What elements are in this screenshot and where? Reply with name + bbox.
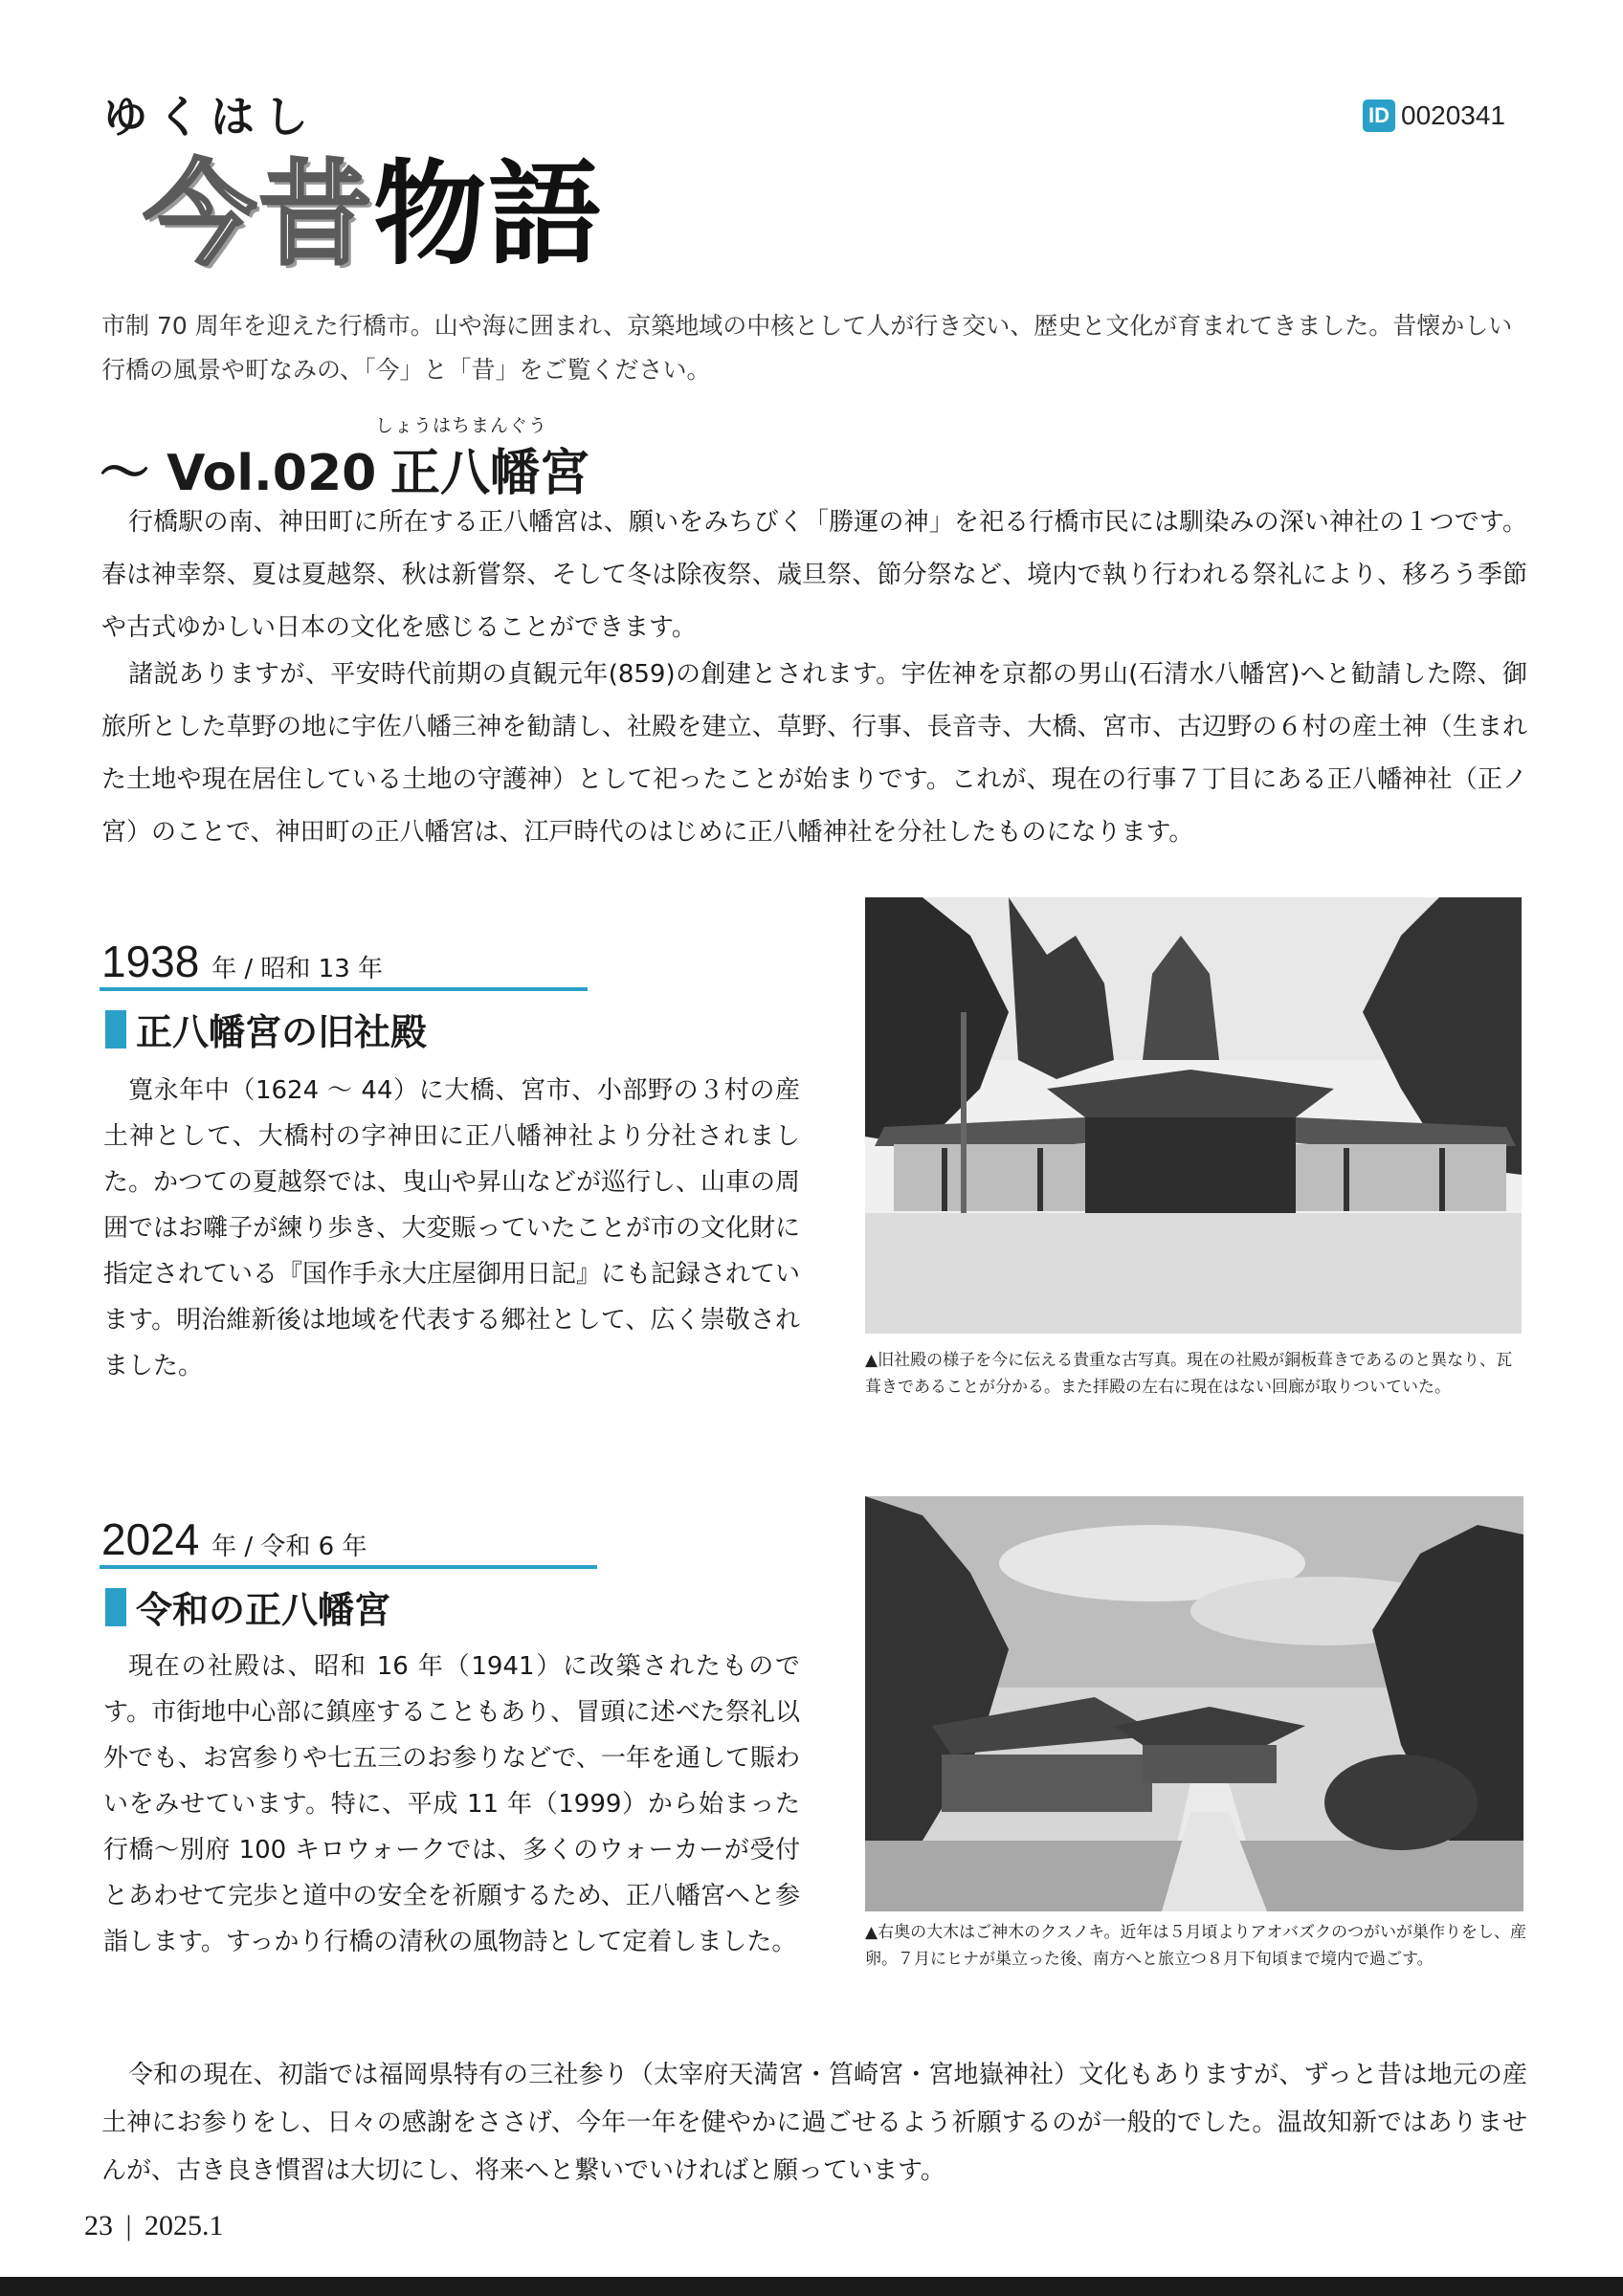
year-number: 2024 [101, 1514, 200, 1564]
current-shrine-photo-icon [865, 1496, 1523, 1911]
id-badge-icon: ID [1363, 99, 1395, 132]
title-ima-mukashi: 今昔 [144, 147, 374, 280]
vol-label: ～ Vol.020 [100, 445, 377, 502]
section-divider [100, 987, 588, 991]
section-divider [100, 1565, 597, 1569]
photo-old-shrine [865, 897, 1522, 1334]
id-number: 0020341 [1401, 100, 1506, 130]
year-suffix: 年 / 昭和 13 年 [211, 955, 384, 983]
section-1938-heading [105, 1003, 427, 1055]
title-monogatari: 物語 [373, 147, 604, 280]
closing-paragraph: 令和の現在、初詣では福岡県特有の三社参り（太宰府天満宮・筥崎宮・宮地嶽神社）文化もありますが、ずっと昔は地元の産土神にお参りをし、日々の感謝をささげ、今年一年を健やかに過ごせるよう祈願するのが一般的でした。温故知新ではありませんが、古き良き慣習は大切にし、将来へと繋いでいければと願っています。 [101, 2061, 1527, 2185]
section-2024-year [101, 1513, 367, 1565]
year-number: 1938 [101, 937, 200, 986]
vol-title: 正八幡宮 [390, 445, 590, 502]
vol-title-ruby: しょうはちまんぐう [375, 415, 548, 436]
page-footer [84, 2210, 224, 2242]
body-paragraph-1: 行橋駅の南、神田町に所在する正八幡宮は、願いをみちびく「勝運の神」を祀る行橋市民には馴染みの深い神社の１つです。春は神幸祭、夏は夏越祭、秋は新嘗祭、そして冬は除夜祭、歳旦祭、節分祭など、境内で執り行われる祭礼により、移ろう季節や古式ゆかしい日本の文化を感じることができます。 [101, 508, 1527, 642]
issue-date: 2025.1 [145, 2210, 224, 2241]
heading-text: 令和の正八幡宮 [136, 1589, 391, 1631]
header-kana-title: ゆくはし [103, 91, 318, 143]
section-1938-text: 寛永年中（1624 ～ 44）に大橋、宮市、小部野の３村の産土神として、大橋村の字神田に正八幡神社より分社されました。かつての夏越祭では、曳山や昇山などが巡行し、山車の周囲ではお囃子が練り歩き、大変賑っていたことが市の文化財に指定されている『国作手永大庄屋御用日記』にも記録されています。明治維新後は地域を代表する郷社として、広く崇敬されました。 [103, 1076, 801, 1380]
intro-text: 市制 70 周年を迎えた行橋市。山や海に囲まれ、京築地域の中核として人が行き交い、歴史と文化が育まれてきました。昔懐かしい行橋の風景や町なみの、「今」と「昔」をご覧ください。 [101, 312, 1513, 384]
caption-old-shrine: ▲旧社殿の様子を今に伝える貴重な古写真。現在の社殿が銅板葺きであるのと異なり、瓦葺きであることが分かる。また拝殿の左右に現在はない回廊が取りついていた。 [865, 1351, 1513, 1397]
heading-marker [105, 1588, 126, 1626]
caption-current-shrine: ▲右奥の大木はご神木のクスノキ。近年は５月頃よりアオバズクのつがいが巣作りをし、産卵。７月にヒナが巣立った後、南方へと旅立つ８月下旬頃まで境内で過ごす。 [865, 1923, 1527, 1969]
heading-text: 正八幡宮の旧社殿 [136, 1011, 428, 1053]
section-2024-text: 現在の社殿は、昭和 16 年（1941）に改築されたものです。市街地中心部に鎮座することもあり、冒頭に述べた祭礼以外でも、お宮参りや七五三のお参りなどで、一年を通して賑わいをみせています。特に、平成 11 年（1999）から始まった行橋～別府 100 キロウォークでは、多くのウォーカーが受付とあわせて完歩と道中の安全を祈願するため、正八幡宮へと参詣します。すっかり行橋の清秋の風物詩として定着しました。 [103, 1652, 800, 1956]
page-number: 23 [84, 2210, 113, 2241]
content-id [1363, 99, 1505, 132]
heading-marker [105, 1010, 126, 1049]
bottom-bar [0, 2277, 1623, 2296]
footer-separator: | [125, 2210, 132, 2241]
year-suffix: 年 / 令和 6 年 [211, 1533, 367, 1561]
section-1938-year [101, 936, 383, 987]
photo-current-shrine [865, 1496, 1523, 1911]
page-title [144, 147, 604, 280]
section-2024-heading [105, 1580, 390, 1633]
body-paragraph-2: 諸説ありますが、平安時代前期の貞観元年(859)の創建とされます。宇佐神を京都の男山(石清水八幡宮)へと勧請した際、御旅所とした草野の地に宇佐八幡三神を勧請し、社殿を建立、草野、行事、長音寺、大橋、宮市、古辺野の６村の産土神（生まれた土地や現在居住している土地の守護神）として祀ったことが始まりです。これが、現在の行事７丁目にある正八幡神社（正ノ宮）のことで、神田町の正八幡宮は、江戸時代のはじめに正八幡神社を分社したものになります。 [101, 660, 1527, 847]
old-shrine-photo-icon [865, 897, 1522, 1334]
